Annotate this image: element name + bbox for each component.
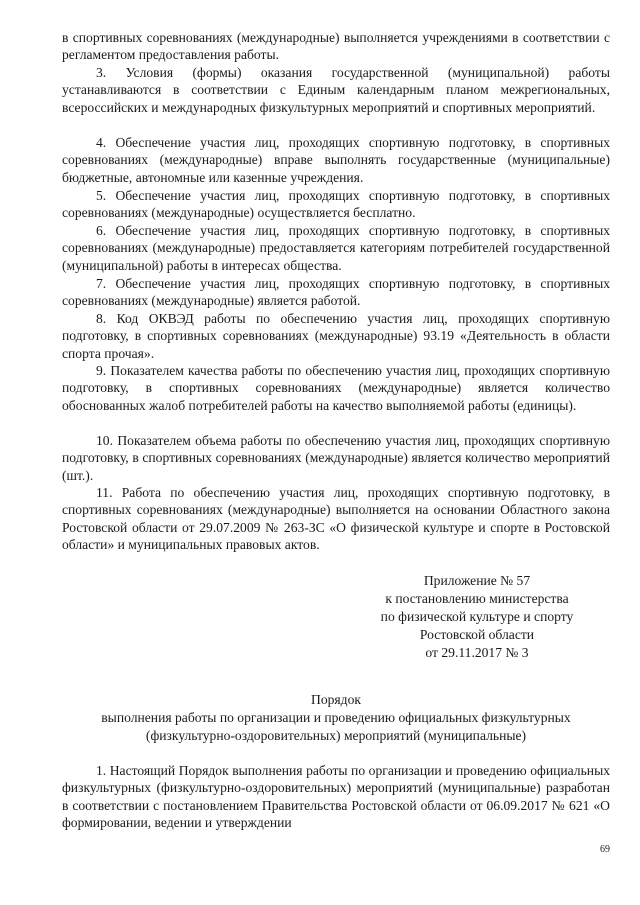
paragraph-11: 11. Работа по обеспечению участия лиц, проходящих спортивную подготовку, в спортивных соревнованиях (международные) выполняется на основании Областного закона Ростовской области от 29.07.2009 № 263-ЗС «О физической культуре и спорте в Ростовской области» и муниципальных правовых актов. bbox=[62, 485, 610, 552]
paragraph-9: 9. Показателем качества работы по обеспечению участия лиц, проходящих спортивную подготовку, в спортивных соревнованиях (международные) является количество обоснованных жалоб потребителей работы на качество выполняемой работы (единицы). bbox=[62, 363, 610, 413]
paragraph-5: 5. Обеспечение участия лиц, проходящих спортивную подготовку, в спортивных соревнованиях (международные) осуществляется бесплатно. bbox=[62, 188, 610, 221]
paragraph-order-1: 1. Настоящий Порядок выполнения работы по организации и проведению официальных физкультурных (физкультурно-оздоровительных) мероприятий (муниципальные) разработан в соответствии с постановлением Правительства Ростовской области от 06.09.2017 № 621 «О формировании, ведении и утверждении bbox=[62, 763, 610, 830]
appendix-line-2: к постановлению министерства bbox=[385, 591, 569, 606]
paragraph-continuation: в спортивных соревнованиях (международные) выполняется учреждениями в соответствии с регламентом предоставления работы. bbox=[62, 30, 610, 63]
document-title: Порядок bbox=[311, 692, 361, 707]
paragraph-8: 8. Код ОКВЭД работы по обеспечению участия лиц, проходящих спортивную подготовку, в спортивных соревнованиях (международные) 93.19 «Деятельность в области спорта прочая». bbox=[62, 311, 610, 361]
appendix-line-5: от 29.11.2017 № 3 bbox=[425, 645, 529, 660]
document-subtitle-line-1: выполнения работы по организации и проведению официальных физкультурных bbox=[101, 710, 571, 725]
appendix-line-3: по физической культуре и спорту bbox=[380, 609, 574, 624]
paragraph-3: 3. Условия (формы) оказания государственной (муниципальной) работы устанавливаются в соответствии с Единым календарным планом межрегиональных, всероссийских и международных физкультурных мероприятий и спортивных мероприятий. bbox=[62, 65, 610, 115]
paragraph-7: 7. Обеспечение участия лиц, проходящих спортивную подготовку, в спортивных соревнованиях (международные) является работой. bbox=[62, 276, 610, 309]
appendix-line-4: Ростовской области bbox=[419, 627, 535, 642]
paragraph-6: 6. Обеспечение участия лиц, проходящих спортивную подготовку, в спортивных соревнованиях (международные) предоставляется категориям потребителей государственной (муниципальной) работы в интересах общества. bbox=[62, 223, 610, 273]
paragraph-10: 10. Показателем объема работы по обеспечению участия лиц, проходящих спортивную подготовку, в спортивных соревнованиях (международные) является количество мероприятий (шт.). bbox=[62, 433, 610, 483]
page-number: 69 bbox=[600, 844, 610, 855]
paragraph-4: 4. Обеспечение участия лиц, проходящих спортивную подготовку, в спортивных соревнованиях (международные) вправе выполнять государственные (муниципальные) бюджетные, автономные или казенные учреждения. bbox=[62, 135, 610, 185]
appendix-line-1: Приложение № 57 bbox=[423, 573, 531, 588]
document-subtitle-line-2: (физкультурно-оздоровительных) мероприятий (муниципальные) bbox=[145, 728, 527, 743]
